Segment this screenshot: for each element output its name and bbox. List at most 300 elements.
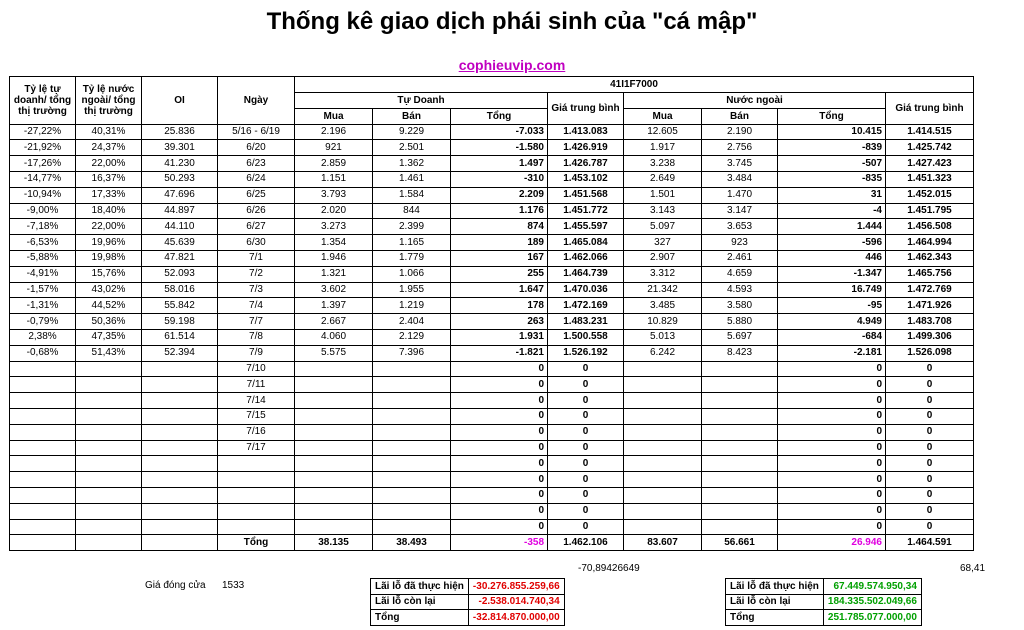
- cell-td-ban: [373, 408, 451, 424]
- cell-td-ban: 1.362: [373, 156, 451, 172]
- table-row: [10, 345, 974, 361]
- cell-td-ban: [373, 519, 451, 535]
- cell-td-ban: [373, 377, 451, 393]
- cell-ty-le-nuoc-ngoai: 43,02%: [76, 282, 142, 298]
- cell-td-mua: [295, 472, 373, 488]
- cell-nn-tong: 0: [778, 440, 886, 456]
- cell-nn-gia: 1.451.795: [886, 203, 974, 219]
- cell-nn-tong: 0: [778, 456, 886, 472]
- cell-ty-le-nuoc-ngoai: 16,37%: [76, 171, 142, 187]
- cell-td-ban: 2.501: [373, 140, 451, 156]
- cell-td-gia: 1.470.036: [548, 282, 624, 298]
- cell-ngay: [218, 472, 295, 488]
- cell-ty-le-tu-doanh: 2,38%: [10, 329, 76, 345]
- pl-td-total-label: Tổng: [371, 610, 469, 626]
- header-nuoc-ngoai: Nước ngoài: [624, 93, 886, 109]
- cell-nn-mua: 3.312: [624, 266, 702, 282]
- pl-tu-doanh-table: [370, 578, 565, 626]
- cell-oi: [142, 487, 218, 503]
- cell-ty-le-tu-doanh: -21,92%: [10, 140, 76, 156]
- cell-td-ban: [373, 440, 451, 456]
- cell-ty-le-tu-doanh: -14,77%: [10, 171, 76, 187]
- total-empty: [76, 535, 142, 551]
- cell-nn-mua: [624, 519, 702, 535]
- cell-nn-mua: 2.649: [624, 171, 702, 187]
- table-row: [10, 124, 974, 140]
- cell-nn-ban: 923: [702, 235, 778, 251]
- cell-td-gia: 0: [548, 472, 624, 488]
- cell-td-tong: 0: [451, 361, 548, 377]
- header-oi: OI: [142, 77, 218, 125]
- cell-ngay: 7/2: [218, 266, 295, 282]
- cell-ty-le-nuoc-ngoai: 44,52%: [76, 298, 142, 314]
- cell-nn-gia: 1.499.306: [886, 329, 974, 345]
- header-nn-mua: Mua: [624, 108, 702, 124]
- cell-ty-le-tu-doanh: [10, 440, 76, 456]
- cell-td-gia: 0: [548, 456, 624, 472]
- cell-nn-gia: 1.471.926: [886, 298, 974, 314]
- cell-ngay: 7/9: [218, 345, 295, 361]
- cell-td-gia: 1.426.787: [548, 156, 624, 172]
- pl-nn-total-label: Tổng: [726, 610, 824, 626]
- cell-ty-le-tu-doanh: -10,94%: [10, 187, 76, 203]
- cell-nn-tong: 10.415: [778, 124, 886, 140]
- total-td-gia: 1.462.106: [548, 535, 624, 551]
- total-nn-mua: 83.607: [624, 535, 702, 551]
- cell-td-mua: 2.020: [295, 203, 373, 219]
- cell-nn-ban: 5.697: [702, 329, 778, 345]
- cell-td-tong: 0: [451, 408, 548, 424]
- cell-nn-ban: [702, 519, 778, 535]
- cell-ty-le-nuoc-ngoai: 40,31%: [76, 124, 142, 140]
- cell-td-gia: 1.526.192: [548, 345, 624, 361]
- cell-nn-ban: 8.423: [702, 345, 778, 361]
- cell-ngay: 7/7: [218, 314, 295, 330]
- total-td-mua: 38.135: [295, 535, 373, 551]
- cell-nn-tong: -684: [778, 329, 886, 345]
- nn-diff-value: 68,41: [960, 563, 986, 574]
- cell-oi: 44.110: [142, 219, 218, 235]
- cell-nn-tong: 0: [778, 519, 886, 535]
- header-code: 41I1F7000: [295, 77, 974, 93]
- cell-ngay: 7/14: [218, 393, 295, 409]
- cell-td-gia: 1.500.558: [548, 329, 624, 345]
- cell-nn-mua: [624, 377, 702, 393]
- cell-oi: [142, 393, 218, 409]
- cell-nn-mua: [624, 472, 702, 488]
- cell-td-tong: -310: [451, 171, 548, 187]
- cell-ngay: 7/4: [218, 298, 295, 314]
- cell-nn-ban: [702, 503, 778, 519]
- cell-td-ban: 1.066: [373, 266, 451, 282]
- cell-nn-gia: 0: [886, 456, 974, 472]
- cell-ngay: 7/8: [218, 329, 295, 345]
- cell-nn-gia: 0: [886, 361, 974, 377]
- cell-nn-mua: [624, 361, 702, 377]
- cell-ngay: [218, 487, 295, 503]
- table-row: [10, 519, 974, 535]
- cell-nn-gia: 0: [886, 408, 974, 424]
- cell-ty-le-nuoc-ngoai: [76, 472, 142, 488]
- cell-ty-le-nuoc-ngoai: 18,40%: [76, 203, 142, 219]
- table-row: [10, 250, 974, 266]
- cell-nn-tong: 0: [778, 503, 886, 519]
- derivatives-table: [9, 76, 974, 551]
- cell-ty-le-tu-doanh: -5,88%: [10, 250, 76, 266]
- table-row: [10, 235, 974, 251]
- cell-td-tong: 167: [451, 250, 548, 266]
- cell-ty-le-tu-doanh: [10, 456, 76, 472]
- cell-oi: 25.836: [142, 124, 218, 140]
- total-td-ban: 38.493: [373, 535, 451, 551]
- cell-nn-gia: 1.456.508: [886, 219, 974, 235]
- cell-oi: [142, 472, 218, 488]
- cell-td-ban: [373, 487, 451, 503]
- cell-nn-ban: 1.470: [702, 187, 778, 203]
- cell-nn-gia: 1.414.515: [886, 124, 974, 140]
- cell-td-tong: 0: [451, 487, 548, 503]
- cell-nn-gia: 0: [886, 393, 974, 409]
- cell-oi: 59.198: [142, 314, 218, 330]
- cell-oi: 44.897: [142, 203, 218, 219]
- cell-nn-gia: 0: [886, 377, 974, 393]
- cell-td-tong: 2.209: [451, 187, 548, 203]
- cell-nn-tong: -1.347: [778, 266, 886, 282]
- cell-td-tong: 189: [451, 235, 548, 251]
- cell-td-tong: 874: [451, 219, 548, 235]
- cell-ty-le-nuoc-ngoai: 19,98%: [76, 250, 142, 266]
- cell-td-ban: 2.404: [373, 314, 451, 330]
- pl-nn-realized-value: 67.449.574.950,34: [823, 579, 921, 595]
- cell-ngay: 6/30: [218, 235, 295, 251]
- cell-nn-mua: [624, 456, 702, 472]
- cell-ty-le-nuoc-ngoai: [76, 519, 142, 535]
- table-body: [10, 124, 974, 535]
- total-nn-tong: 26.946: [778, 535, 886, 551]
- cell-nn-mua: 3.143: [624, 203, 702, 219]
- table-row: [10, 219, 974, 235]
- cell-td-mua: [295, 393, 373, 409]
- cell-nn-gia: 0: [886, 440, 974, 456]
- cell-ty-le-tu-doanh: [10, 408, 76, 424]
- cell-nn-tong: 446: [778, 250, 886, 266]
- cell-td-ban: 2.129: [373, 329, 451, 345]
- cell-td-ban: 1.955: [373, 282, 451, 298]
- cell-td-gia: 1.455.597: [548, 219, 624, 235]
- cell-nn-ban: [702, 424, 778, 440]
- cell-ngay: 7/17: [218, 440, 295, 456]
- cell-ngay: 6/24: [218, 171, 295, 187]
- pl-td-remaining-value: -2.538.014.740,34: [468, 594, 564, 610]
- cell-td-gia: 1.413.083: [548, 124, 624, 140]
- cell-td-tong: 0: [451, 519, 548, 535]
- cell-td-mua: 3.273: [295, 219, 373, 235]
- cell-oi: 45.639: [142, 235, 218, 251]
- cell-td-gia: 0: [548, 519, 624, 535]
- cell-td-gia: 1.465.084: [548, 235, 624, 251]
- cell-oi: 47.821: [142, 250, 218, 266]
- cell-td-tong: 263: [451, 314, 548, 330]
- cell-td-ban: 1.219: [373, 298, 451, 314]
- cell-nn-mua: 1.917: [624, 140, 702, 156]
- cell-ty-le-tu-doanh: -1,31%: [10, 298, 76, 314]
- cell-nn-gia: 1.526.098: [886, 345, 974, 361]
- cell-nn-mua: 3.485: [624, 298, 702, 314]
- cell-ty-le-nuoc-ngoai: 22,00%: [76, 156, 142, 172]
- cell-ngay: 6/23: [218, 156, 295, 172]
- header-td-gia: Giá trung bình: [548, 93, 624, 125]
- table-row: [10, 156, 974, 172]
- cell-nn-tong: 0: [778, 377, 886, 393]
- table-row: [10, 487, 974, 503]
- cell-nn-ban: 3.580: [702, 298, 778, 314]
- cell-td-tong: -7.033: [451, 124, 548, 140]
- table-row: [10, 298, 974, 314]
- cell-nn-tong: -95: [778, 298, 886, 314]
- cell-td-tong: 0: [451, 440, 548, 456]
- cell-nn-gia: 0: [886, 519, 974, 535]
- cell-td-gia: 0: [548, 408, 624, 424]
- cell-oi: 52.394: [142, 345, 218, 361]
- table-row: [10, 282, 974, 298]
- cell-ty-le-tu-doanh: -4,91%: [10, 266, 76, 282]
- header-nn-gia: Giá trung bình: [886, 93, 974, 125]
- cell-nn-mua: 3.238: [624, 156, 702, 172]
- cell-td-mua: [295, 377, 373, 393]
- cell-ngay: 7/11: [218, 377, 295, 393]
- cell-ty-le-tu-doanh: [10, 377, 76, 393]
- cell-nn-ban: 3.653: [702, 219, 778, 235]
- cell-nn-mua: [624, 393, 702, 409]
- pl-nn-remaining-value: 184.335.502.049,66: [823, 594, 921, 610]
- cell-nn-tong: 0: [778, 424, 886, 440]
- cell-td-ban: 1.165: [373, 235, 451, 251]
- cell-oi: [142, 440, 218, 456]
- cell-ty-le-tu-doanh: -9,00%: [10, 203, 76, 219]
- cell-ngay: [218, 456, 295, 472]
- cell-td-tong: 178: [451, 298, 548, 314]
- cell-ngay: 7/10: [218, 361, 295, 377]
- cell-ty-le-nuoc-ngoai: 19,96%: [76, 235, 142, 251]
- cell-td-ban: 7.396: [373, 345, 451, 361]
- cell-nn-mua: [624, 503, 702, 519]
- cell-td-mua: 3.793: [295, 187, 373, 203]
- pl-nn-total-value: 251.785.077.000,00: [823, 610, 921, 626]
- cell-nn-tong: 31: [778, 187, 886, 203]
- header-ngay: Ngày: [218, 77, 295, 125]
- cell-ty-le-tu-doanh: [10, 472, 76, 488]
- cell-nn-tong: 0: [778, 361, 886, 377]
- cell-nn-mua: [624, 424, 702, 440]
- cell-ty-le-tu-doanh: -27,22%: [10, 124, 76, 140]
- cell-nn-tong: -839: [778, 140, 886, 156]
- cell-nn-tong: -2.181: [778, 345, 886, 361]
- cell-ty-le-tu-doanh: -1,57%: [10, 282, 76, 298]
- table-row: [10, 140, 974, 156]
- cell-td-mua: [295, 361, 373, 377]
- cell-nn-gia: 1.462.343: [886, 250, 974, 266]
- cell-ngay: [218, 503, 295, 519]
- cell-nn-ban: 2.756: [702, 140, 778, 156]
- cell-nn-tong: 4.949: [778, 314, 886, 330]
- cell-nn-mua: [624, 408, 702, 424]
- cell-ty-le-nuoc-ngoai: 24,37%: [76, 140, 142, 156]
- cell-ngay: 6/26: [218, 203, 295, 219]
- cell-nn-mua: 10.829: [624, 314, 702, 330]
- pl-nuoc-ngoai-table: [725, 578, 922, 626]
- cell-nn-ban: 3.745: [702, 156, 778, 172]
- header-ty-le-tu-doanh: Tỷ lệ tự doanh/ tổng thị trường: [10, 77, 76, 125]
- cell-ty-le-nuoc-ngoai: [76, 487, 142, 503]
- cell-nn-mua: 12.605: [624, 124, 702, 140]
- header-td-tong: Tổng: [451, 108, 548, 124]
- cell-oi: [142, 503, 218, 519]
- cell-td-tong: 1.931: [451, 329, 548, 345]
- closing-price-label: Giá đóng cửa: [145, 580, 206, 591]
- cell-nn-gia: 1.483.708: [886, 314, 974, 330]
- table-header: [10, 77, 974, 125]
- cell-td-gia: 0: [548, 377, 624, 393]
- cell-ty-le-nuoc-ngoai: 17,33%: [76, 187, 142, 203]
- cell-td-mua: 1.321: [295, 266, 373, 282]
- table-row: [10, 203, 974, 219]
- table-total: [10, 535, 974, 551]
- cell-td-ban: 1.779: [373, 250, 451, 266]
- header-td-mua: Mua: [295, 108, 373, 124]
- cell-nn-gia: 0: [886, 424, 974, 440]
- cell-td-mua: 4.060: [295, 329, 373, 345]
- cell-ty-le-nuoc-ngoai: [76, 424, 142, 440]
- cell-nn-gia: 1.465.756: [886, 266, 974, 282]
- cell-td-mua: 2.667: [295, 314, 373, 330]
- cell-nn-tong: 0: [778, 487, 886, 503]
- pl-td-total-value: -32.814.870.000,00: [468, 610, 564, 626]
- cell-nn-gia: 1.451.323: [886, 171, 974, 187]
- closing-price-value: 1533: [222, 580, 245, 591]
- cell-td-tong: -1.580: [451, 140, 548, 156]
- page-title: Thống kê giao dịch phái sinh của "cá mập": [266, 8, 758, 35]
- cell-nn-mua: [624, 440, 702, 456]
- cell-td-gia: 1.426.919: [548, 140, 624, 156]
- table-row: [10, 377, 974, 393]
- cell-td-ban: [373, 393, 451, 409]
- cell-td-tong: 0: [451, 503, 548, 519]
- cell-ty-le-tu-doanh: [10, 361, 76, 377]
- cell-td-mua: [295, 456, 373, 472]
- cell-nn-ban: [702, 472, 778, 488]
- cell-td-ban: [373, 472, 451, 488]
- cell-nn-gia: 0: [886, 503, 974, 519]
- cell-td-ban: 2.399: [373, 219, 451, 235]
- pl-nn-realized-label: Lãi lỗ đã thực hiện: [726, 579, 824, 595]
- header-td-ban: Bán: [373, 108, 451, 124]
- cell-nn-ban: 3.484: [702, 171, 778, 187]
- header-nn-ban: Bán: [702, 108, 778, 124]
- cell-td-ban: [373, 424, 451, 440]
- pl-td-remaining-label: Lãi lỗ còn lại: [371, 594, 469, 610]
- site-link-wrap: [0, 57, 1024, 75]
- table-row: [10, 472, 974, 488]
- cell-td-gia: 1.483.231: [548, 314, 624, 330]
- pl-td-realized-label: Lãi lỗ đã thực hiện: [371, 579, 469, 595]
- cell-oi: [142, 408, 218, 424]
- cell-nn-mua: [624, 487, 702, 503]
- cell-td-tong: 1.497: [451, 156, 548, 172]
- cell-nn-ban: [702, 393, 778, 409]
- table-row: [10, 171, 974, 187]
- cell-ty-le-nuoc-ngoai: [76, 440, 142, 456]
- cell-nn-tong: -596: [778, 235, 886, 251]
- cell-td-ban: [373, 456, 451, 472]
- cell-ngay: 7/1: [218, 250, 295, 266]
- table-row: [10, 361, 974, 377]
- cell-nn-tong: 0: [778, 472, 886, 488]
- cell-oi: 52.093: [142, 266, 218, 282]
- table-row: [10, 329, 974, 345]
- cell-td-mua: 2.196: [295, 124, 373, 140]
- cell-oi: [142, 519, 218, 535]
- cell-ngay: 6/20: [218, 140, 295, 156]
- cell-ty-le-tu-doanh: [10, 503, 76, 519]
- cell-td-gia: 0: [548, 424, 624, 440]
- cell-td-ban: 9.229: [373, 124, 451, 140]
- cell-nn-ban: 4.659: [702, 266, 778, 282]
- header-ty-le-nuoc-ngoai: Tỷ lệ nước ngoài/ tổng thị trường: [76, 77, 142, 125]
- total-nn-gia: 1.464.591: [886, 535, 974, 551]
- cell-ty-le-tu-doanh: [10, 487, 76, 503]
- td-diff-value: -70,89426649: [578, 563, 640, 574]
- cell-nn-tong: -835: [778, 171, 886, 187]
- cell-nn-gia: 1.425.742: [886, 140, 974, 156]
- cell-ty-le-tu-doanh: [10, 519, 76, 535]
- cell-ty-le-nuoc-ngoai: [76, 456, 142, 472]
- cell-nn-gia: 0: [886, 472, 974, 488]
- cell-ngay: 6/25: [218, 187, 295, 203]
- header-nn-tong: Tổng: [778, 108, 886, 124]
- cell-td-mua: [295, 519, 373, 535]
- cell-td-mua: 5.575: [295, 345, 373, 361]
- cell-td-mua: 1.151: [295, 171, 373, 187]
- cell-oi: 50.293: [142, 171, 218, 187]
- cell-ty-le-nuoc-ngoai: [76, 361, 142, 377]
- cell-td-mua: [295, 424, 373, 440]
- header-tu-doanh: Tự Doanh: [295, 93, 548, 109]
- cell-td-tong: -1.821: [451, 345, 548, 361]
- cell-ngay: 5/16 - 6/19: [218, 124, 295, 140]
- cell-td-mua: 1.946: [295, 250, 373, 266]
- cell-td-gia: 1.462.066: [548, 250, 624, 266]
- cell-td-mua: 1.354: [295, 235, 373, 251]
- table-row: [10, 503, 974, 519]
- cell-nn-gia: 0: [886, 487, 974, 503]
- cell-oi: 55.842: [142, 298, 218, 314]
- cell-nn-ban: [702, 440, 778, 456]
- cell-ty-le-nuoc-ngoai: [76, 377, 142, 393]
- cell-td-mua: [295, 487, 373, 503]
- cell-td-gia: 1.451.772: [548, 203, 624, 219]
- cell-td-ban: [373, 361, 451, 377]
- table-row: [10, 266, 974, 282]
- cell-nn-mua: 327: [624, 235, 702, 251]
- cell-nn-tong: -507: [778, 156, 886, 172]
- cell-td-gia: 1.464.739: [548, 266, 624, 282]
- table-row: [10, 456, 974, 472]
- cell-td-mua: [295, 503, 373, 519]
- table-row: [10, 440, 974, 456]
- cell-nn-ban: 4.593: [702, 282, 778, 298]
- site-link[interactable]: cophieuvip.com: [458, 57, 566, 73]
- cell-td-gia: 0: [548, 440, 624, 456]
